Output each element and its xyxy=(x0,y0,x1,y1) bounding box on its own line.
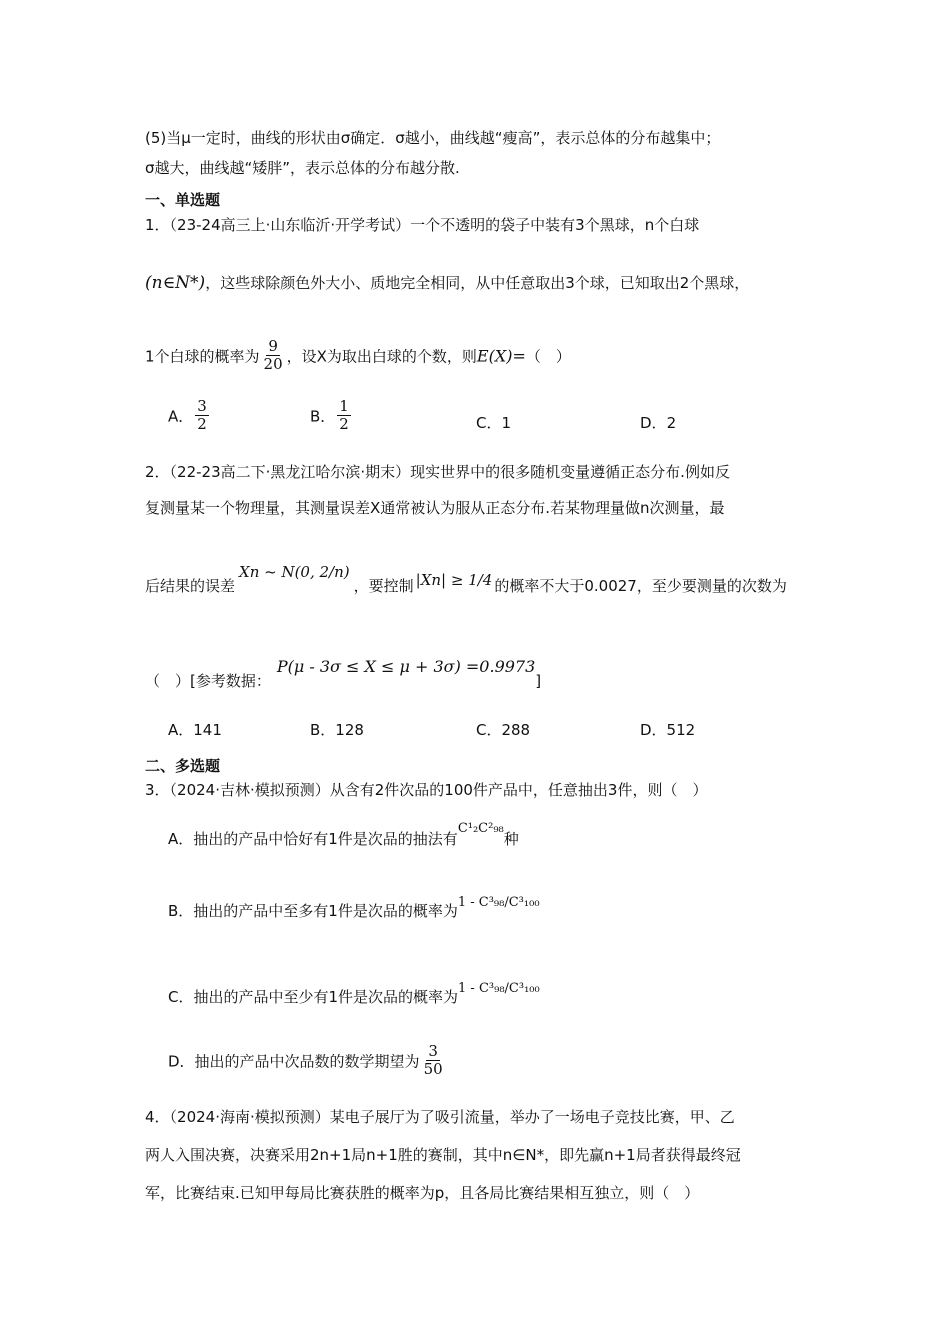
q1-n-domain: (n∈N*) xyxy=(145,273,206,293)
q1-line-3-pre: 1个白球的概率为 xyxy=(145,347,260,366)
q1-option-b-fraction xyxy=(337,398,351,434)
q3-line-1: 3．（2024·吉林·模拟预测）从含有2件次品的100件产品中，任意抽出3件，则（ ） xyxy=(145,781,708,799)
q1-option-b[interactable] xyxy=(310,398,353,434)
q4-line-2: 两人入围决赛，决赛采用2n+1局n+1胜的赛制，其中n∈N*，即先赢n+1局者获得最终冠 xyxy=(145,1146,741,1164)
q3-option-a-text: A．抽出的产品中恰好有1件是次品的抽法有 xyxy=(168,830,458,848)
q1-line-3 xyxy=(145,338,571,374)
q1-option-b-letter: B． xyxy=(310,407,336,426)
q3-option-b-math: 1 - C³₉₈/C³₁₀₀ xyxy=(457,895,540,910)
q4-line-1: 4．（2024·海南·模拟预测）某电子展厅为了吸引流量，举办了一场电子竞技比赛，甲、乙 xyxy=(145,1108,735,1126)
q2-line-3-post: 的概率不大于0.0027，至少要测量的次数为 xyxy=(494,577,787,595)
q3-option-a-post: 种 xyxy=(503,830,519,848)
q1-line-3-mid: ，设X为取出白球的个数，则 xyxy=(286,347,477,366)
q2-reference-formula: P(μ - 3σ ≤ X ≤ μ + 3σ) =0.9973 xyxy=(276,657,536,676)
q3-option-d-den: 50 xyxy=(423,1060,443,1079)
q2-line-2: 复测量某一个物理量，其测量误差X通常被认为服从正态分布.若某物理量做n次测量，最 xyxy=(145,499,725,517)
intro-line-2: σ越大，曲线越“矮胖”，表示总体的分布越分散. xyxy=(145,159,460,177)
q3-option-c[interactable] xyxy=(168,981,540,1007)
q1-expectation: E(X)= xyxy=(476,346,526,366)
q2-error-distribution: Xn ~ N(0, 2/n) xyxy=(239,563,350,581)
q1-prob-fraction xyxy=(262,338,285,374)
q1-option-a-letter: A． xyxy=(168,407,194,426)
q3-option-b-text: B．抽出的产品中至多有1件是次品的概率为 xyxy=(168,902,458,920)
q1-frac-num: 9 xyxy=(268,337,278,355)
q1-option-c-letter: C． xyxy=(476,414,502,432)
q2-line-4-pre: （ ）[参考数据： xyxy=(145,672,271,690)
q1-option-a[interactable] xyxy=(168,398,211,434)
q1-option-a-den: 2 xyxy=(197,415,207,434)
section-title-multi-choice: 二、多选题 xyxy=(145,757,221,775)
q1-frac-den: 20 xyxy=(263,355,283,374)
q3-option-c-text: C．抽出的产品中至少有1件是次品的概率为 xyxy=(168,988,459,1006)
q2-line-3-pre: 后结果的误差 xyxy=(145,577,236,595)
q3-option-b[interactable] xyxy=(168,895,540,921)
q2-line-1: 2．（22-23高二下·黑龙江哈尔滨·期末）现实世界中的很多随机变量遵循正态分布.例如反 xyxy=(145,463,730,481)
q3-option-c-math: 1 - C³₉₈/C³₁₀₀ xyxy=(458,981,540,996)
q1-blank: （ ） xyxy=(525,347,571,366)
q2-option-d[interactable]: D．512 xyxy=(640,721,696,739)
q1-option-d-text: 2 xyxy=(666,414,677,432)
q1-option-c-text: 1 xyxy=(501,414,512,432)
intro-line-1: (5)当μ一定时，曲线的形状由σ确定．σ越小，曲线越“瘦高”，表示总体的分布越集中； xyxy=(145,129,721,147)
q3-option-d-fraction xyxy=(422,1043,445,1079)
q1-option-a-fraction xyxy=(195,398,209,434)
section-title-single-choice: 一、单选题 xyxy=(145,191,221,209)
q3-option-d-num: 3 xyxy=(428,1042,438,1060)
q2-line-4 xyxy=(145,657,542,691)
q1-line-2 xyxy=(145,272,749,293)
q4-line-3: 军，比赛结束.已知甲每局比赛获胜的概率为p，且各局比赛结果相互独立，则（ ） xyxy=(145,1184,700,1202)
q3-option-d[interactable] xyxy=(168,1043,447,1079)
q2-line-3-mid: ，要控制 xyxy=(353,577,414,595)
q2-line-4-post: ] xyxy=(535,672,542,690)
q1-option-b-num: 1 xyxy=(339,397,349,415)
q1-option-d[interactable] xyxy=(640,412,676,433)
q1-option-b-den: 2 xyxy=(339,415,349,434)
q1-line-1: 1．（23-24高三上·山东临沂·开学考试）一个不透明的袋子中装有3个黑球，n个白球 xyxy=(145,216,700,234)
q2-option-c[interactable]: C．288 xyxy=(476,721,531,739)
q1-line-2-text: ，这些球除颜色外大小、质地完全相同，从中任意取出3个球，已知取出2个黑球， xyxy=(205,274,750,292)
q2-option-a[interactable]: A．141 xyxy=(168,721,222,739)
q2-control-condition: |Xn| ≥ 1/4 xyxy=(415,571,493,589)
q1-option-a-num: 3 xyxy=(197,397,207,415)
q1-option-c[interactable] xyxy=(476,412,511,433)
q3-option-a[interactable] xyxy=(168,821,519,849)
q2-option-b[interactable]: B．128 xyxy=(310,721,364,739)
q2-line-3 xyxy=(145,563,787,596)
q3-option-a-math: C¹₂C²₉₈ xyxy=(457,821,504,836)
q1-option-d-letter: D． xyxy=(640,414,667,432)
q3-option-d-text: D．抽出的产品中次品数的数学期望为 xyxy=(168,1052,420,1071)
